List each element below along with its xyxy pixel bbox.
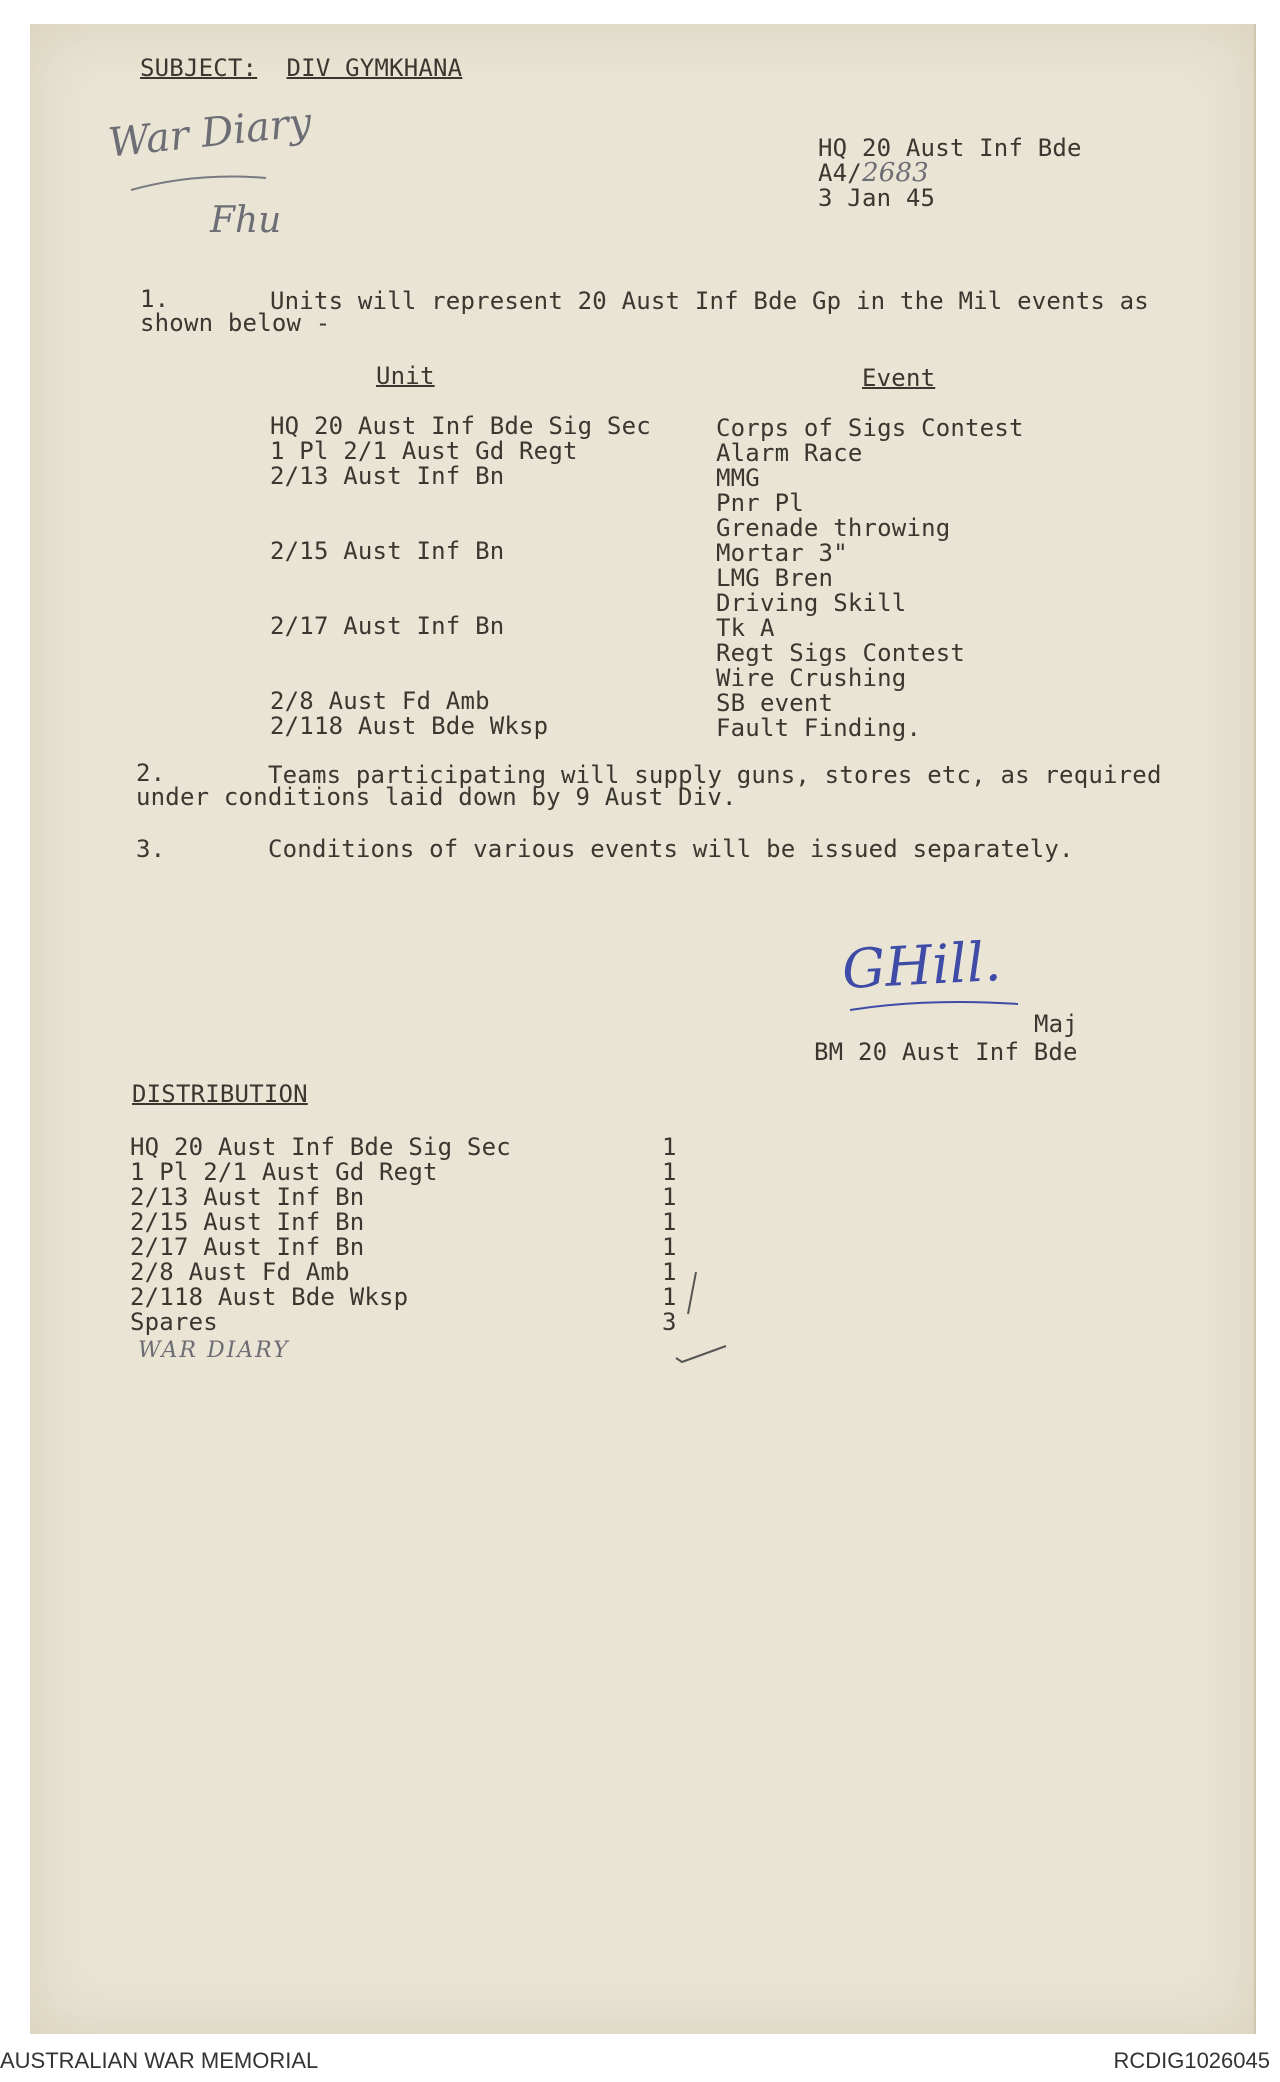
table-event-cell: Tk A [716, 614, 775, 642]
table-unit-cell: 2/118 Aust Bde Wksp [270, 712, 549, 740]
signatory-rank: Maj [1034, 1010, 1078, 1038]
table-unit-cell: 2/15 Aust Inf Bn [270, 537, 505, 565]
distribution-unit: 2/8 Aust Fd Amb [130, 1258, 350, 1286]
table-event-cell: Grenade throwing [716, 514, 951, 542]
subject-label: SUBJECT: [140, 54, 258, 82]
distribution-unit: HQ 20 Aust Inf Bde Sig Sec [130, 1133, 511, 1161]
table-event-cell: Corps of Sigs Contest [716, 414, 1024, 442]
unit-list [270, 414, 651, 739]
table-event-cell: Wire Crushing [716, 664, 907, 692]
distribution-row [130, 1210, 690, 1235]
distribution-count: 1 [662, 1258, 677, 1286]
distribution-list [130, 1135, 690, 1335]
para1-number: 1. [140, 285, 170, 313]
handwritten-reference: 2683 [861, 158, 929, 188]
distribution-count: 1 [662, 1233, 677, 1261]
para2-line1: Teams participating will supply guns, stores etc, as required [268, 761, 1162, 789]
distribution-count: 1 [662, 1183, 677, 1211]
table-unit-cell: HQ 20 Aust Inf Bde Sig Sec [270, 412, 651, 440]
signature-underline [846, 990, 1026, 1020]
footer-id: RCDIG1026045 [1113, 2048, 1270, 2073]
distribution-count: 1 [662, 1133, 677, 1161]
distribution-row [130, 1260, 690, 1285]
subject-title: DIV GYMKHANA [286, 54, 463, 82]
table-event-cell: Mortar 3" [716, 539, 848, 567]
distribution-count: 1 [662, 1158, 677, 1186]
handwritten-war-diary-entry: WAR DIARY [138, 1338, 290, 1363]
table-event-cell: SB event [716, 689, 834, 717]
handwritten-war-diary-note: War Diary [106, 99, 314, 167]
table-unit-cell [270, 489, 651, 514]
table-unit-cell [270, 664, 651, 689]
distribution-unit: 1 Pl 2/1 Aust Gd Regt [130, 1158, 438, 1186]
distribution-unit: 2/15 Aust Inf Bn [130, 1208, 365, 1236]
para2-number: 2. [136, 759, 166, 787]
table-unit-cell [270, 589, 651, 614]
table-unit-cell: 2/13 Aust Inf Bn [270, 462, 505, 490]
signature-scrawl: GHill. [840, 929, 1003, 1002]
distribution-unit: 2/17 Aust Inf Bn [130, 1233, 365, 1261]
table-unit-cell: 2/8 Aust Fd Amb [270, 687, 490, 715]
table-event-cell: Driving Skill [716, 589, 907, 617]
subject-line [140, 56, 462, 81]
distribution-count: 3 [662, 1308, 677, 1336]
table-unit-cell [270, 639, 651, 664]
para1-line2: shown below - [140, 309, 331, 337]
distribution-row [130, 1285, 690, 1310]
table-event-cell: Pnr Pl [716, 489, 804, 517]
table-unit-cell [270, 514, 651, 539]
table-unit-cell [270, 564, 651, 589]
distribution-unit: 2/13 Aust Inf Bn [130, 1183, 365, 1211]
table-event-cell: MMG [716, 464, 760, 492]
distribution-row [130, 1310, 690, 1335]
distribution-row [130, 1185, 690, 1210]
reference-number: A4/2683 [818, 158, 929, 188]
document-date: 3 Jan 45 [818, 184, 936, 212]
unit-column-header: Unit [376, 362, 435, 390]
table-event-cell: LMG Bren [716, 564, 834, 592]
distribution-row [130, 1160, 690, 1185]
signatory-title: BM 20 Aust Inf Bde [814, 1038, 1078, 1066]
event-list [716, 416, 1024, 741]
table-unit-cell: 2/17 Aust Inf Bn [270, 612, 505, 640]
footer-source: AUSTRALIAN WAR MEMORIAL [0, 2048, 319, 2073]
distribution-count: 1 [662, 1283, 677, 1311]
para3-number: 3. [136, 835, 166, 863]
distribution-row [130, 1135, 690, 1160]
table-event-cell: Regt Sigs Contest [716, 639, 966, 667]
table-unit-cell: 1 Pl 2/1 Aust Gd Regt [270, 437, 578, 465]
table-event-cell: Fault Finding. [716, 714, 922, 742]
handwritten-stroke [126, 168, 276, 198]
table-event-cell: Alarm Race [716, 439, 863, 467]
handwritten-tick-marks [666, 1268, 736, 1368]
para1-line1: Units will represent 20 Aust Inf Bde Gp in the Mil events as [270, 287, 1149, 315]
event-column-header: Event [862, 364, 936, 392]
distribution-unit: 2/118 Aust Bde Wksp [130, 1283, 409, 1311]
distribution-unit: Spares [130, 1308, 218, 1336]
distribution-row [130, 1235, 690, 1260]
hq-address: HQ 20 Aust Inf Bde [818, 134, 1082, 162]
distribution-title: DISTRIBUTION [132, 1080, 308, 1108]
distribution-count: 1 [662, 1208, 677, 1236]
para2-line2: under conditions laid down by 9 Aust Div. [136, 783, 737, 811]
handwritten-initials: Fhu [210, 200, 282, 241]
para3-text: Conditions of various events will be issued separately. [268, 835, 1074, 863]
